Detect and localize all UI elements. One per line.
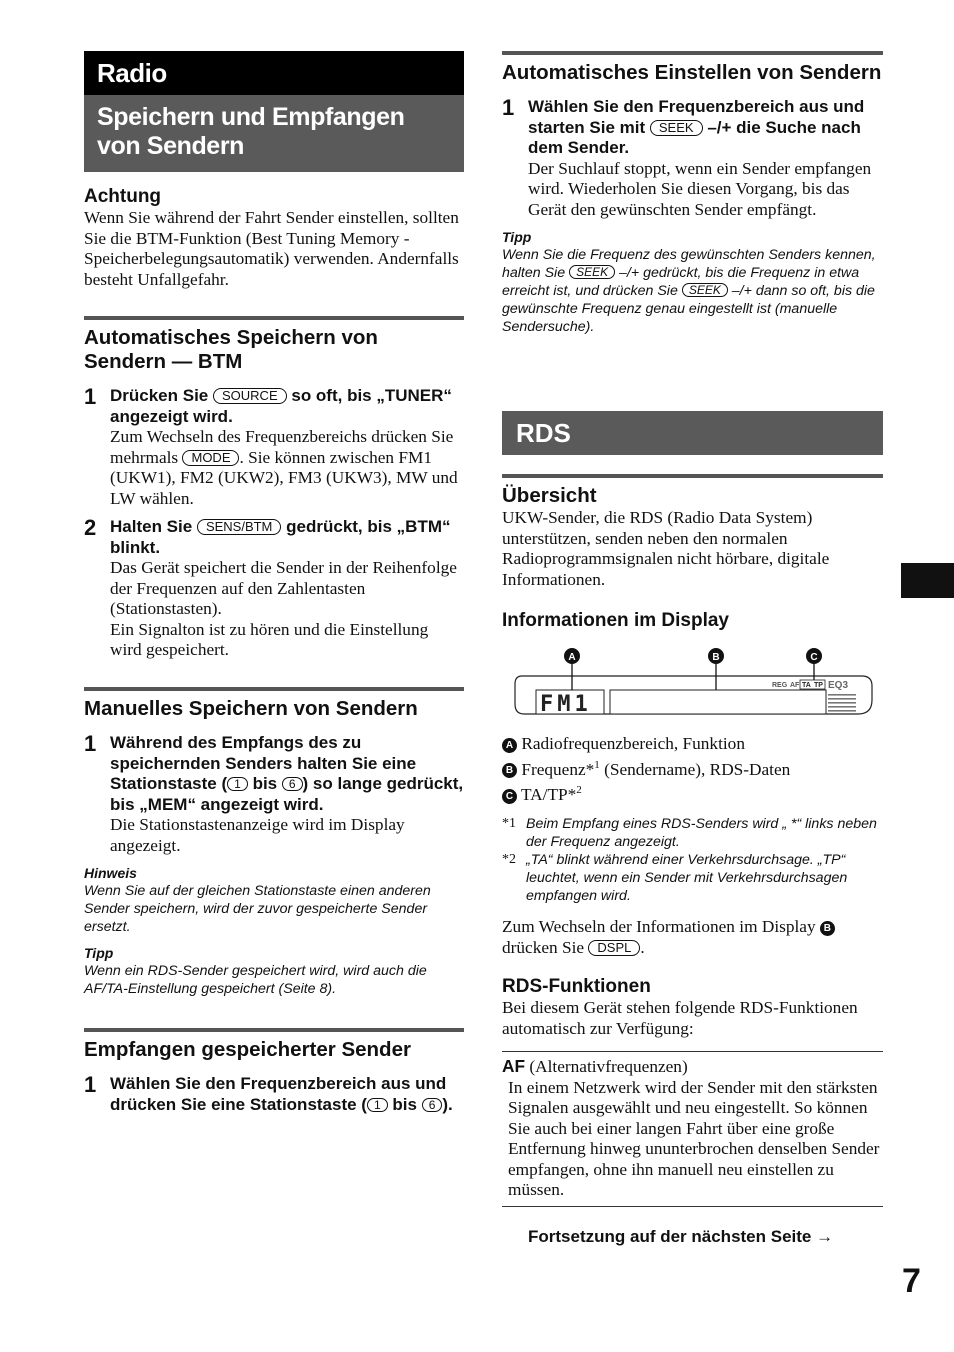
hinweis-heading: Hinweis [84, 865, 137, 881]
continued-note [528, 1227, 883, 1248]
mode-key: MODE [182, 450, 239, 466]
step-text: –/+ die Suche nach dem Sender. [528, 117, 861, 157]
tipp-heading: Tipp [84, 945, 114, 961]
tipp-text-part: –/+ gedrückt, bis die Frequenz in etwa erreicht ist, und drücken Sie [502, 265, 860, 299]
tipp-heading: Tipp [502, 229, 532, 245]
btm-heading: Automatisches Speichern von Sendern — BTM [84, 326, 378, 373]
step-text: bis [392, 1094, 417, 1114]
legend-b-text: Frequenz* [521, 759, 595, 779]
af-table [502, 1051, 883, 1207]
legend-c [502, 780, 883, 805]
step-body: Ein Signalton ist zu hören und die Einstellung wird gespeichert. [110, 619, 429, 659]
tipp-text [502, 246, 883, 336]
seek-key: SEEK [569, 265, 615, 279]
step-number: 1 [84, 731, 97, 756]
footnote-ref: 2 [576, 783, 582, 796]
tipp-text-part: –/+ dann so oft, bis die gewünschte Frequenz genau eingestellt ist (manuelle Sendersuche). [502, 283, 875, 335]
rds-functions-text: Bei diesem Gerät stehen folgende RDS-Funktionen automatisch zur Verfügung: [502, 998, 858, 1038]
section-title: Speichern und Empfangen von Sendern [84, 95, 464, 172]
eq-indicator: EQ3 [828, 680, 849, 691]
footnote-mark: *2 [502, 852, 516, 868]
overview-heading: Übersicht [502, 484, 597, 507]
footnote-mark: *1 [502, 816, 516, 832]
tipp-block [502, 228, 883, 336]
step-body: Die Stationstastenanzeige wird im Display angezeigt. [110, 815, 405, 855]
step-number: 1 [502, 95, 515, 120]
footnote-text: Beim Empfang eines RDS-Senders wird „ *“ links neben der Frequenz angezeigt. [526, 816, 877, 851]
hinweis-text: Wenn Sie auf der gleichen Stationstaste einen anderen Sender speichern, wird der zuvor gespeicherte Sender ersetzt. [84, 883, 431, 935]
dspl-key: DSPL [588, 940, 640, 956]
source-key: SOURCE [213, 388, 287, 404]
btm-step-2 [84, 517, 464, 661]
legend-a-marker: A [502, 738, 517, 753]
legend-c-text: TA/TP* [521, 784, 577, 804]
step-number: 1 [84, 384, 97, 409]
step-text: bis [252, 774, 278, 793]
overview-text: UKW-Sender, die RDS (Radio Data System) unterstützen, senden neben den normalen Radioprogrammsignalen nicht hörbare, digitale Informationen. [502, 508, 830, 589]
display-label-b: B [712, 652, 720, 663]
btm-step-1 [84, 386, 464, 509]
receive-section [84, 1028, 464, 1115]
seek-key: SEEK [650, 120, 703, 136]
lcd-band-text: FM1 [540, 692, 592, 717]
af-description: In einem Netzwerk wird der Sender mit den stärksten Signalen ausgewählt und neu eingestellt. So können Sie auch bei einer langen Fahrt über eine große Entfernung hinweg ununterbrochen denselben Sender empfangen, ohne ihn manuell neu einstellen zu müssen. [508, 1077, 880, 1200]
chapter-title-block [84, 51, 464, 172]
af-term-paren: (Alternativfrequenzen) [529, 1057, 688, 1077]
step-text: so oft, bis „TUNER“ angezeigt wird. [110, 386, 452, 426]
btm-section [84, 316, 464, 661]
rds-functions-heading: RDS-Funktionen [502, 976, 651, 998]
step-number: 1 [84, 1072, 97, 1097]
step-text: Wählen Sie den Frequenzbereich aus und drücken Sie eine Stationstaste ( [110, 1074, 447, 1114]
step-text: Drücken Sie [110, 386, 209, 405]
manual-heading: Manuelles Speichern von Sendern [84, 697, 418, 720]
switch-text: . [640, 937, 645, 957]
receive-step-1 [84, 1074, 464, 1115]
hinweis-block [84, 864, 464, 936]
footnote-1 [502, 815, 883, 851]
display-illustration [502, 644, 883, 726]
tipp-text: Wenn ein RDS-Sender gespeichert wird, wird auch die AF/TA-Einstellung gespeichert (Seite 8). [84, 963, 427, 997]
rds-chapter-title: RDS [502, 411, 883, 455]
tipp-text-part: Wenn Sie die Frequenz des gewünschten Senders kennen, halten Sie [502, 247, 876, 281]
footnote-2 [502, 851, 883, 905]
achtung-text: Wenn Sie während der Fahrt Sender einstellen, sollten Sie die BTM-Funktion (Best Tuning Memory - Speicherbelegungsautomatik) verwenden. Andernfalls besteht Unfallgefahr. [84, 208, 459, 289]
ta-indicator: TA [802, 682, 811, 689]
step-body: . Sie können zwischen FM1 (UKW1), FM2 (UKW2), FM3 (UKW3), MW und LW wählen. [110, 447, 458, 508]
af-term-row [502, 1056, 883, 1078]
tp-indicator: TP [814, 682, 823, 689]
step-text: Halten Sie [110, 517, 193, 536]
legend-a [502, 734, 883, 755]
seek-key: SEEK [682, 283, 728, 297]
legend-b-text: (Sendername), RDS-Daten [599, 759, 791, 779]
preset-1-key: 1 [367, 1098, 388, 1112]
chapter-thumb-tab [901, 563, 954, 598]
step-body: Das Gerät speichert die Sender in der Reihenfolge der Frequenzen auf den Zahlentasten (Stationstasten). [110, 558, 457, 618]
chapter-title: Radio [84, 51, 464, 95]
display-info-heading: Informationen im Display [502, 610, 729, 631]
af-indicator: AF [790, 682, 800, 689]
switch-text: Zum Wechseln der Informationen im Display [502, 917, 816, 937]
auto-tune-heading: Automatisches Einstellen von Sendern [502, 61, 882, 84]
step-number: 2 [84, 515, 97, 540]
legend-b-marker: B [502, 763, 517, 778]
display-diagram [502, 644, 883, 726]
af-term: AF [502, 1056, 526, 1077]
continued-text: Fortsetzung auf der nächsten Seite → [528, 1227, 834, 1246]
preset-6-key: 6 [282, 777, 303, 791]
step-body: Der Suchlauf stoppt, wenn ein Sender empfangen wird. Wiederholen Sie diesen Vorgang, bis das Gerät den gewünschten Sender empfängt. [528, 158, 872, 219]
display-label-a: A [568, 652, 576, 663]
achtung-section [84, 186, 464, 290]
display-label-c: C [810, 652, 818, 663]
legend-a-text: Radiofrequenzbereich, Funktion [521, 734, 745, 753]
legend-b-marker: B [820, 921, 835, 936]
preset-1-key: 1 [227, 777, 248, 791]
step-text: Während des Empfangs des zu speichernden Senders halten Sie eine Stationstaste ( [110, 733, 417, 793]
footnote-ref: 1 [594, 758, 600, 771]
step-body: Zum Wechseln des Frequenzbereichs drücken Sie mehrmals [110, 427, 454, 467]
step-text: ) so lange gedrückt, bis „MEM“ angezeigt wird. [110, 774, 464, 814]
page-number: 7 [902, 1262, 921, 1300]
manual-step-1 [84, 733, 464, 856]
preset-6-key: 6 [422, 1098, 443, 1112]
step-text: gedrückt, bis „BTM“ blinkt. [110, 517, 451, 557]
step-text: Wählen Sie den Frequenzbereich aus und starten Sie mit [528, 97, 865, 137]
reg-indicator: REG [772, 682, 788, 689]
manual-section [84, 687, 464, 998]
receive-heading: Empfangen gespeicherter Sender [84, 1038, 411, 1061]
legend-b [502, 755, 883, 780]
tipp-block [84, 944, 464, 998]
switch-text: drücken Sie [502, 937, 585, 957]
auto-tune-section [502, 51, 883, 336]
rds-overview-section [502, 474, 883, 1207]
footnote-text: „TA“ blinkt während einer Verkehrsdurchsage. „TP“ leuchtet, wenn ein Sender mit Verkehrsdurchsagen empfangen wird. [526, 852, 848, 905]
sens-btm-key: SENS/BTM [197, 519, 281, 535]
display-switch-text [502, 917, 883, 958]
legend-c-marker: C [502, 789, 517, 804]
step-text: ). [442, 1094, 453, 1114]
achtung-heading: Achtung [84, 186, 162, 207]
auto-tune-step-1 [502, 97, 883, 220]
